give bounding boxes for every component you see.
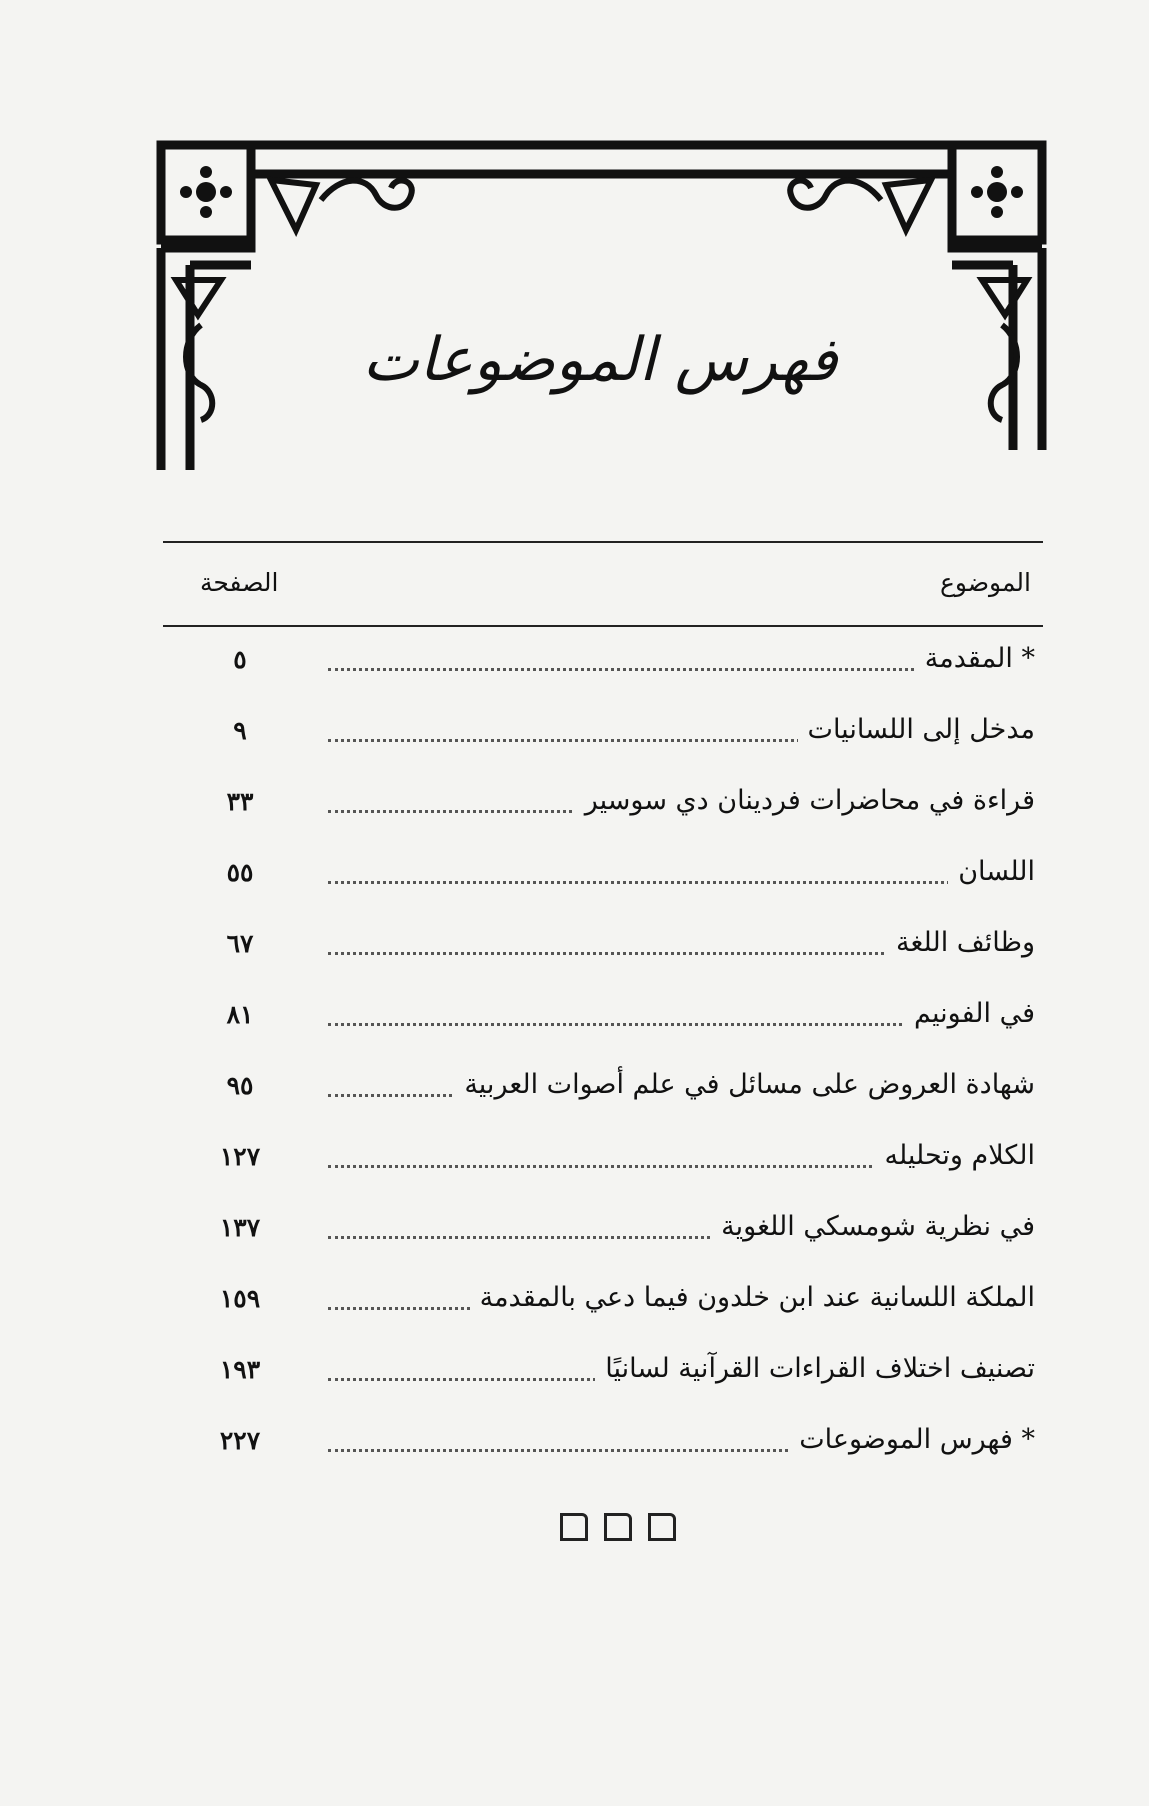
toc-entry-page: ١٩٣ xyxy=(219,1355,261,1384)
toc-entry-page: ٥٥ xyxy=(226,858,254,887)
toc-entry-page: ٣٣ xyxy=(226,787,254,816)
topic-column-header: الموضوع xyxy=(940,568,1031,597)
toc-entry xyxy=(190,704,1045,775)
toc-entry xyxy=(190,775,1045,846)
toc-entry-title: * المقدمة xyxy=(915,639,1035,679)
toc-entry xyxy=(190,1059,1045,1130)
toc-entry-title: وظائف اللغة xyxy=(886,923,1035,963)
toc-entry-page: ١٥٩ xyxy=(219,1284,261,1313)
dot-leader xyxy=(328,881,1035,884)
end-square-icon xyxy=(560,1513,588,1541)
toc-entry-title: اللسان xyxy=(948,852,1035,892)
toc-entry xyxy=(190,1272,1045,1343)
toc-entry xyxy=(190,1130,1045,1201)
header-rule-bottom xyxy=(163,625,1043,627)
end-ornament xyxy=(560,1513,676,1541)
toc-entry-page: ٨١ xyxy=(226,1000,254,1029)
toc-entry-title: تصنيف اختلاف القراءات القرآنية لسانيًا xyxy=(595,1349,1035,1389)
toc-entry-page: ٩ xyxy=(233,716,247,745)
end-square-icon xyxy=(648,1513,676,1541)
toc-entry-page: ٢٢٧ xyxy=(219,1426,261,1455)
toc-entry-page: ١٢٧ xyxy=(219,1142,261,1171)
toc-entry xyxy=(190,1343,1045,1414)
toc-entry xyxy=(190,988,1045,1059)
toc-entry-title: الملكة اللسانية عند ابن خلدون فيما دعي بالمقدمة xyxy=(470,1278,1035,1318)
toc-entry-page: ١٣٧ xyxy=(219,1213,261,1242)
toc-entry-title: * فهرس الموضوعات xyxy=(789,1420,1035,1460)
end-square-icon xyxy=(604,1513,632,1541)
toc-entry xyxy=(190,846,1045,917)
toc-entry xyxy=(190,1414,1045,1485)
toc-entry-title: الكلام وتحليله xyxy=(874,1136,1035,1176)
toc-entry-title: مدخل إلى اللسانيات xyxy=(798,710,1035,750)
toc-entry xyxy=(190,633,1045,704)
toc-entry-title: شهادة العروض على مسائل في علم أصوات العربية xyxy=(454,1065,1035,1105)
toc-entry-title: في الفونيم xyxy=(904,994,1035,1034)
toc-entry-page: ٥ xyxy=(233,645,247,674)
ornamental-frame-graphic xyxy=(156,140,1047,470)
ornamental-frame xyxy=(156,140,1047,470)
toc-entry-page: ٦٧ xyxy=(226,929,254,958)
toc-list xyxy=(190,633,1045,1485)
page-column-header: الصفحة xyxy=(200,568,279,597)
toc-entry xyxy=(190,917,1045,988)
toc-entry-title: قراءة في محاضرات فردينان دي سوسير xyxy=(575,781,1035,821)
toc-entry-page: ٩٥ xyxy=(226,1071,254,1100)
page-title: فهرس الموضوعات xyxy=(362,325,838,395)
toc-entry xyxy=(190,1201,1045,1272)
header-rule-top xyxy=(163,541,1043,543)
toc-entry-title: في نظرية شومسكي اللغوية xyxy=(711,1207,1035,1247)
